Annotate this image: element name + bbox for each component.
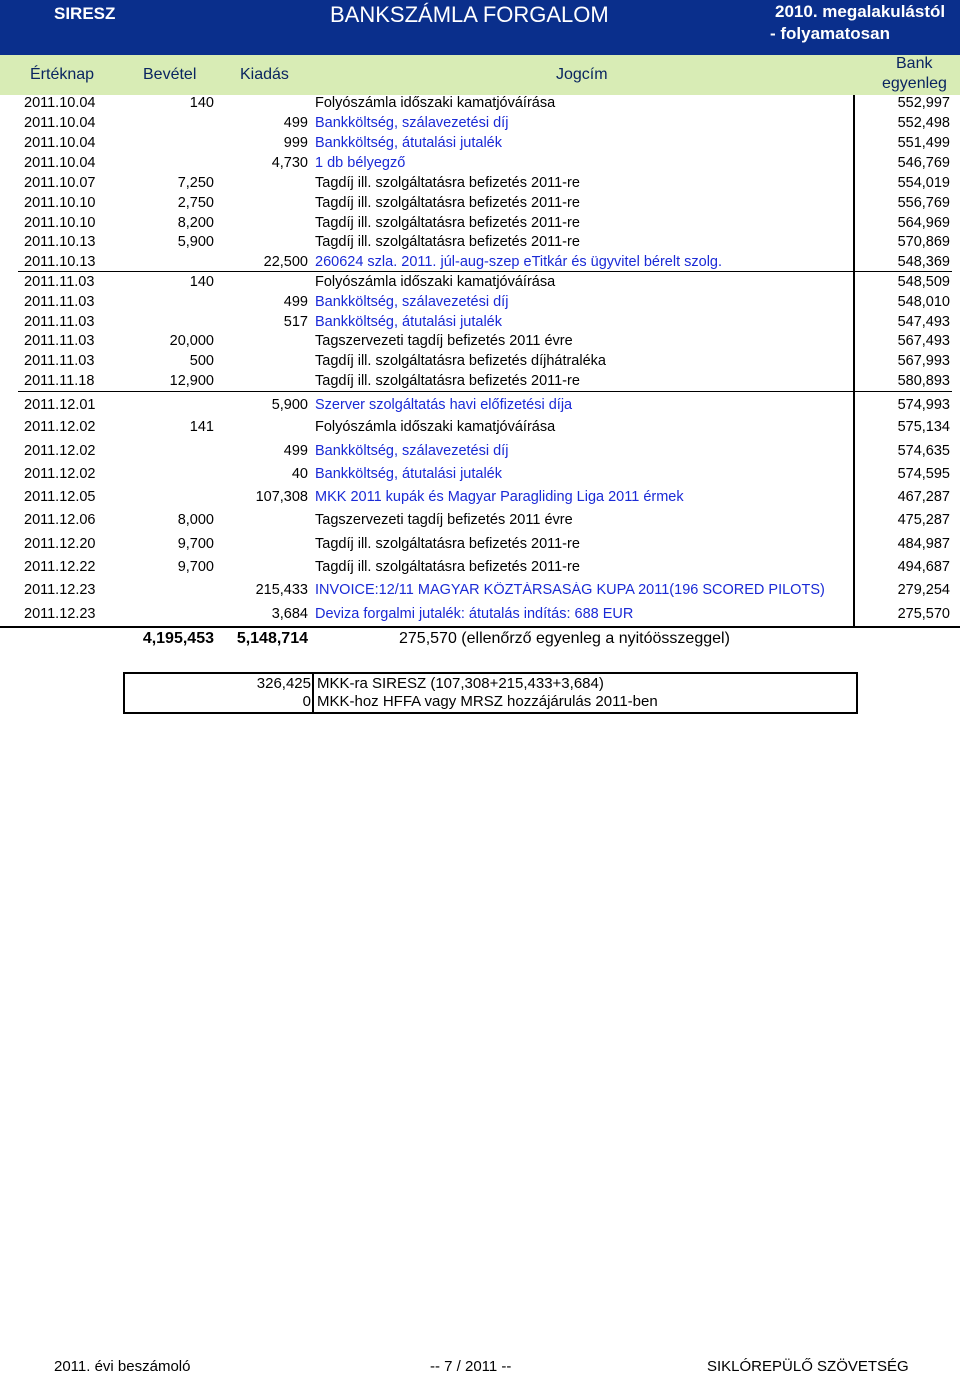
- row-date: 2011.10.07: [24, 175, 96, 191]
- row-title: Bankköltség, szálavezetési díj: [315, 443, 509, 459]
- row-income: 7,250: [177, 175, 214, 191]
- table-row: [0, 511, 960, 531]
- table-bottom-rule: [0, 626, 960, 628]
- row-income: 140: [189, 274, 214, 290]
- row-expense: 999: [283, 135, 308, 151]
- row-expense: 3,684: [271, 606, 308, 622]
- row-income: 9,700: [177, 536, 214, 552]
- row-balance: 547,493: [897, 314, 950, 330]
- row-title: Tagdíj ill. szolgáltatásra befizetés 2011-re: [315, 215, 580, 231]
- column-header-income: Bevétel: [143, 66, 197, 83]
- row-expense: 5,900: [271, 397, 308, 413]
- table-row: [0, 418, 960, 438]
- row-date: 2011.10.10: [24, 215, 96, 231]
- table-row: [0, 396, 960, 416]
- row-balance: 546,769: [897, 155, 950, 171]
- row-balance: 484,987: [897, 536, 950, 552]
- row-title: Bankköltség, szálavezetési díj: [315, 294, 509, 310]
- row-balance: 279,254: [897, 582, 950, 598]
- month-divider-october: [18, 271, 952, 272]
- page-title: BANKSZÁMLA FORGALOM: [330, 2, 609, 27]
- row-title: Deviza forgalmi jutalék: átutalás indítás: 688 EUR: [315, 606, 634, 622]
- row-title: Folyószámla időszaki kamatjóváírása: [315, 95, 556, 111]
- table-row: [0, 488, 960, 508]
- row-income: 9,700: [177, 559, 214, 575]
- summary-value: 0: [302, 693, 311, 710]
- row-expense: 215,433: [255, 582, 308, 598]
- row-date: 2011.11.18: [24, 373, 95, 389]
- row-date: 2011.12.05: [24, 489, 96, 505]
- row-date: 2011.11.03: [24, 333, 95, 349]
- row-expense: 40: [291, 466, 308, 482]
- row-date: 2011.10.04: [24, 115, 96, 131]
- row-income: 8,000: [177, 512, 214, 528]
- row-income: 140: [189, 95, 214, 111]
- footer-organization: SIKLÓREPÜLŐ SZÖVETSÉG: [707, 1358, 909, 1375]
- table-row: [0, 442, 960, 462]
- row-expense: 499: [283, 294, 308, 310]
- footer-page-number: -- 7 / 2011 --: [430, 1358, 512, 1375]
- column-header-balance-line-1: Bank: [896, 55, 933, 72]
- column-header-title: Jogcím: [556, 66, 608, 83]
- table-row: [0, 332, 960, 352]
- row-title: Folyószámla időszaki kamatjóváírása: [315, 274, 556, 290]
- row-title: Folyószámla időszaki kamatjóváírása: [315, 419, 556, 435]
- column-header-expense: Kiadás: [240, 66, 289, 83]
- month-divider-november: [18, 391, 952, 392]
- table-row: [0, 214, 960, 234]
- row-balance: 554,019: [897, 175, 950, 191]
- row-balance: 567,993: [897, 353, 950, 369]
- row-date: 2011.12.23: [24, 582, 96, 598]
- summary-box: [123, 672, 858, 714]
- row-balance: 574,595: [897, 466, 950, 482]
- table-row: [0, 94, 960, 114]
- row-date: 2011.10.13: [24, 234, 96, 250]
- row-date: 2011.12.01: [24, 397, 96, 413]
- summary-label: MKK-ra SIRESZ (107,308+215,433+3,684): [317, 675, 604, 692]
- period-line-1: 2010. megalakulástól: [775, 2, 946, 21]
- row-income: 20,000: [169, 333, 214, 349]
- table-row: [0, 273, 960, 293]
- column-header-row: [0, 55, 960, 95]
- row-expense: 107,308: [255, 489, 308, 505]
- total-expense: 5,148,714: [236, 630, 308, 647]
- row-date: 2011.11.03: [24, 314, 95, 330]
- row-balance: 467,287: [897, 489, 950, 505]
- row-title: Tagszervezeti tagdíj befizetés 2011 évre: [315, 333, 573, 349]
- org-name: SIRESZ: [54, 4, 116, 23]
- row-title: Tagdíj ill. szolgáltatásra befizetés 2011-re: [315, 175, 580, 191]
- row-title: Tagdíj ill. szolgáltatásra befizetés 2011-re: [315, 195, 580, 211]
- row-balance: 574,993: [897, 397, 950, 413]
- row-date: 2011.12.22: [24, 559, 96, 575]
- table-row: [0, 313, 960, 333]
- row-title: 1 db bélyegző: [315, 155, 406, 171]
- row-date: 2011.12.23: [24, 606, 96, 622]
- table-row: [0, 581, 960, 601]
- row-balance: 475,287: [897, 512, 950, 528]
- column-header-balance-line-2: egyenleg: [882, 75, 947, 92]
- table-row: [0, 352, 960, 372]
- row-title: Bankköltség, átutalási jutalék: [315, 314, 502, 330]
- row-balance: 556,769: [897, 195, 950, 211]
- table-row: [0, 535, 960, 555]
- row-balance: 574,635: [897, 443, 950, 459]
- table-row: [0, 154, 960, 174]
- row-date: 2011.11.03: [24, 353, 95, 369]
- row-balance: 548,509: [897, 274, 950, 290]
- row-date: 2011.12.02: [24, 443, 96, 459]
- table-row: [0, 465, 960, 485]
- row-balance: 575,134: [897, 419, 950, 435]
- table-row: [0, 372, 960, 392]
- row-expense: 499: [283, 115, 308, 131]
- row-balance: 580,893: [897, 373, 950, 389]
- table-row: [0, 174, 960, 194]
- row-balance: 275,570: [897, 606, 950, 622]
- period-line-2: - folyamatosan: [770, 24, 890, 43]
- row-title: Tagdíj ill. szolgáltatásra befizetés 2011-re: [315, 559, 580, 575]
- row-date: 2011.10.04: [24, 155, 96, 171]
- row-income: 5,900: [177, 234, 214, 250]
- row-income: 12,900: [169, 373, 214, 389]
- row-title: Bankköltség, átutalási jutalék: [315, 466, 502, 482]
- summary-value: 326,425: [256, 675, 311, 692]
- row-balance: 551,499: [897, 135, 950, 151]
- row-date: 2011.10.04: [24, 135, 96, 151]
- row-date: 2011.12.02: [24, 466, 96, 482]
- row-balance: 552,498: [897, 115, 950, 131]
- row-income: 2,750: [177, 195, 214, 211]
- row-title: Tagszervezeti tagdíj befizetés 2011 évre: [315, 512, 573, 528]
- row-date: 2011.11.03: [24, 294, 95, 310]
- total-income: 4,195,453: [142, 630, 214, 647]
- table-row: [0, 114, 960, 134]
- row-income: 141: [189, 419, 214, 435]
- row-date: 2011.12.02: [24, 419, 96, 435]
- row-date: 2011.10.04: [24, 95, 96, 111]
- table-row: [0, 233, 960, 253]
- summary-box-divider: [312, 674, 314, 712]
- row-balance: 564,969: [897, 215, 950, 231]
- summary-label: MKK-hoz HFFA vagy MRSZ hozzájárulás 2011-ben: [317, 693, 658, 710]
- row-date: 2011.10.13: [24, 254, 96, 270]
- row-expense: 517: [283, 314, 308, 330]
- table-row: [0, 194, 960, 214]
- row-title: INVOICE:12/11 MAGYAR KÖZTÁRSASÁG KUPA 2011(196 SCORED PILOTS): [315, 582, 825, 598]
- column-header-date: Értéknap: [30, 66, 95, 83]
- row-title: Tagdíj ill. szolgáltatásra befizetés 2011-re: [315, 536, 580, 552]
- row-balance: 567,493: [897, 333, 950, 349]
- row-title: Tagdíj ill. szolgáltatásra befizetés 2011-re: [315, 373, 580, 389]
- row-title: 260624 szla. 2011. júl-aug-szep eTitkár és ügyvitel bérelt szolg.: [315, 254, 723, 270]
- row-title: Tagdíj ill. szolgáltatásra befizetés 2011-re: [315, 234, 580, 250]
- row-title: MKK 2011 kupák és Magyar Paragliding Liga 2011 érmek: [315, 489, 684, 505]
- table-row: [0, 558, 960, 578]
- row-expense: 499: [283, 443, 308, 459]
- row-date: 2011.11.03: [24, 274, 95, 290]
- row-expense: 4,730: [271, 155, 308, 171]
- closing-balance-note: 275,570 (ellenőrző egyenleg a nyitóösszeggel): [399, 630, 730, 647]
- row-balance: 548,369: [897, 254, 950, 270]
- row-title: Bankköltség, átutalási jutalék: [315, 135, 502, 151]
- table-row: [0, 605, 960, 625]
- row-balance: 570,869: [897, 234, 950, 250]
- row-balance: 552,997: [897, 95, 950, 111]
- row-income: 8,200: [177, 215, 214, 231]
- row-title: Bankköltség, szálavezetési díj: [315, 115, 509, 131]
- table-row: [0, 253, 960, 273]
- row-title: Tagdíj ill. szolgáltatásra befizetés díjhátraléka: [315, 353, 606, 369]
- table-row: [0, 293, 960, 313]
- row-date: 2011.10.10: [24, 195, 96, 211]
- row-date: 2011.12.20: [24, 536, 96, 552]
- row-title: Szerver szolgáltatás havi előfizetési díja: [315, 397, 573, 413]
- row-balance: 494,687: [897, 559, 950, 575]
- title-bar: [0, 0, 960, 55]
- footer-report-name: 2011. évi beszámoló: [54, 1358, 191, 1375]
- table-row: [0, 134, 960, 154]
- row-date: 2011.12.06: [24, 512, 96, 528]
- row-income: 500: [189, 353, 214, 369]
- row-balance: 548,010: [897, 294, 950, 310]
- row-expense: 22,500: [263, 254, 308, 270]
